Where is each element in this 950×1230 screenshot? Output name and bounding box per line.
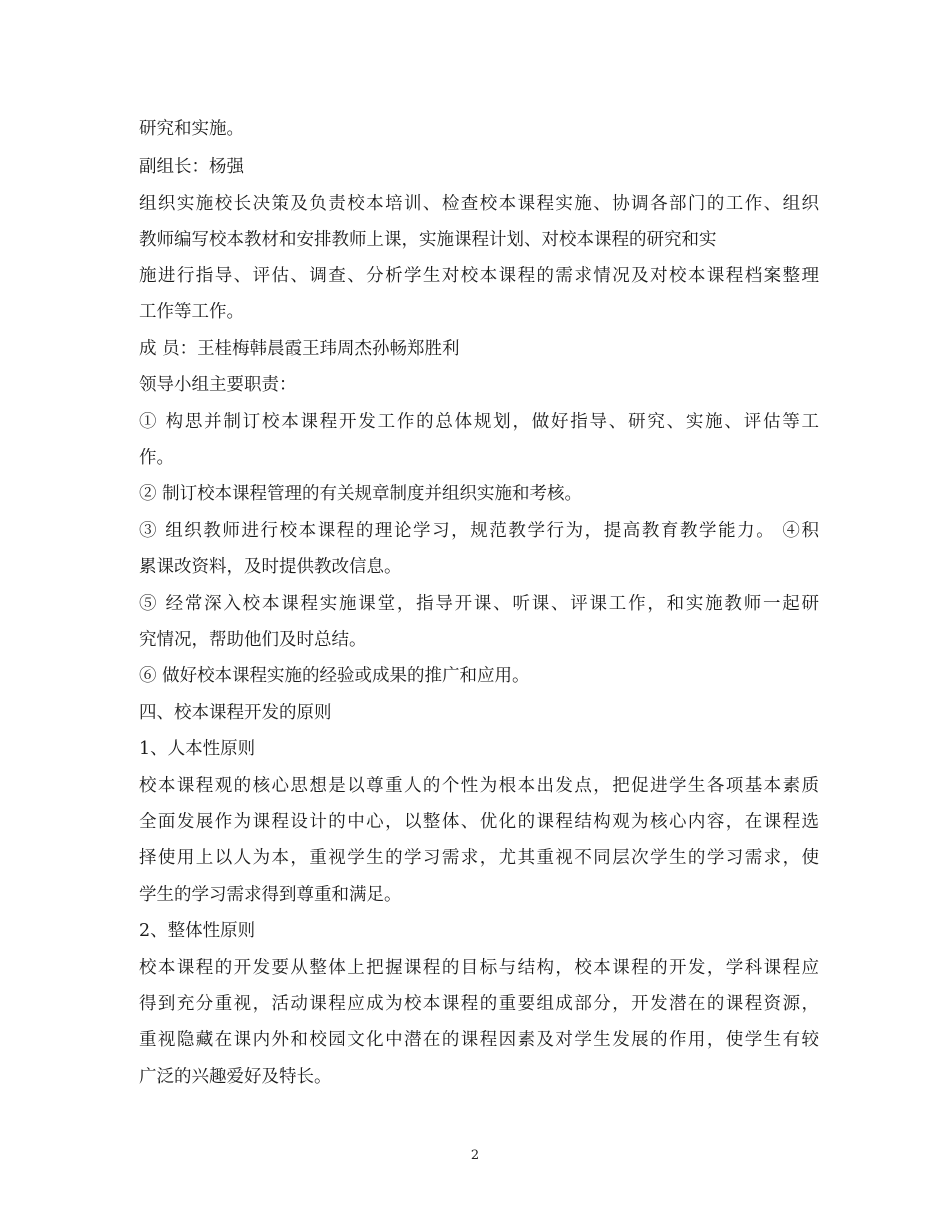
text-line: 学生的学习需求得到尊重和满足。 (139, 885, 402, 905)
text-line: 工作等工作。 (139, 302, 244, 322)
section-heading: 四、校本课程开发的原则 (139, 703, 332, 723)
text-line: 教师编写校本教材和安排教师上课，实施课程计划、对校本课程的研究和实 (139, 230, 717, 250)
page-number: 2 (470, 1148, 480, 1163)
text-line: 成 员：王桂梅韩晨霞王玮周杰孙畅郑胜利 (139, 339, 460, 359)
text-line: ① 构思并制订校本课程开发工作的总体规划，做好指导、研究、实施、评估等工 (139, 412, 819, 432)
text-line: 施进行指导、评估、调查、分析学生对校本课程的需求情况及对校本课程档案整理 (139, 266, 819, 286)
text-line: 广泛的兴趣爱好及特长。 (139, 1067, 332, 1087)
text-line: 作。 (139, 448, 174, 468)
text-line: 校本课程观的核心思想是以尊重人的个性为根本出发点，把促进学生各项基本素质 (139, 776, 819, 796)
subsection-heading: 1、人本性原则 (139, 739, 256, 759)
text-line: 累课改资料，及时提供教改信息。 (139, 557, 402, 577)
text-line: 究情况，帮助他们及时总结。 (139, 630, 367, 650)
text-line: ② 制订校本课程管理的有关规章制度并组织实施和考核。 (139, 484, 583, 504)
text-line: 择使用上以人为本，重视学生的学习需求，尤其重视不同层次学生的学习需求，使 (139, 848, 819, 868)
text-line: 全面发展作为课程设计的中心，以整体、优化的课程结构观为核心内容，在课程选 (139, 812, 819, 832)
text-line: 得到充分重视，活动课程应成为校本课程的重要组成部分，开发潜在的课程资源， (139, 994, 819, 1014)
text-line: 组织实施校长决策及负责校本培训、检查校本课程实施、协调各部门的工作、组织 (139, 194, 819, 214)
text-line: 重视隐藏在课内外和校园文化中潜在的课程因素及对学生发展的作用，使学生有较 (139, 1030, 819, 1050)
subsection-heading: 2、整体性原则 (139, 921, 256, 941)
text-line: ③ 组织教师进行校本课程的理论学习，规范教学行为，提高教育教学能力。 ④积 (139, 521, 819, 541)
text-line: 领导小组主要职责： (139, 375, 297, 395)
text-line: 副组长：杨强 (139, 157, 244, 177)
text-line: 研究和实施。 (139, 119, 244, 139)
text-line: ⑥ 做好校本课程实施的经验或成果的推广和应用。 (139, 666, 530, 686)
text-line: ⑤ 经常深入校本课程实施课堂，指导开课、听课、评课工作，和实施教师一起研 (139, 594, 819, 614)
text-line: 校本课程的开发要从整体上把握课程的目标与结构，校本课程的开发，学科课程应 (139, 958, 819, 978)
